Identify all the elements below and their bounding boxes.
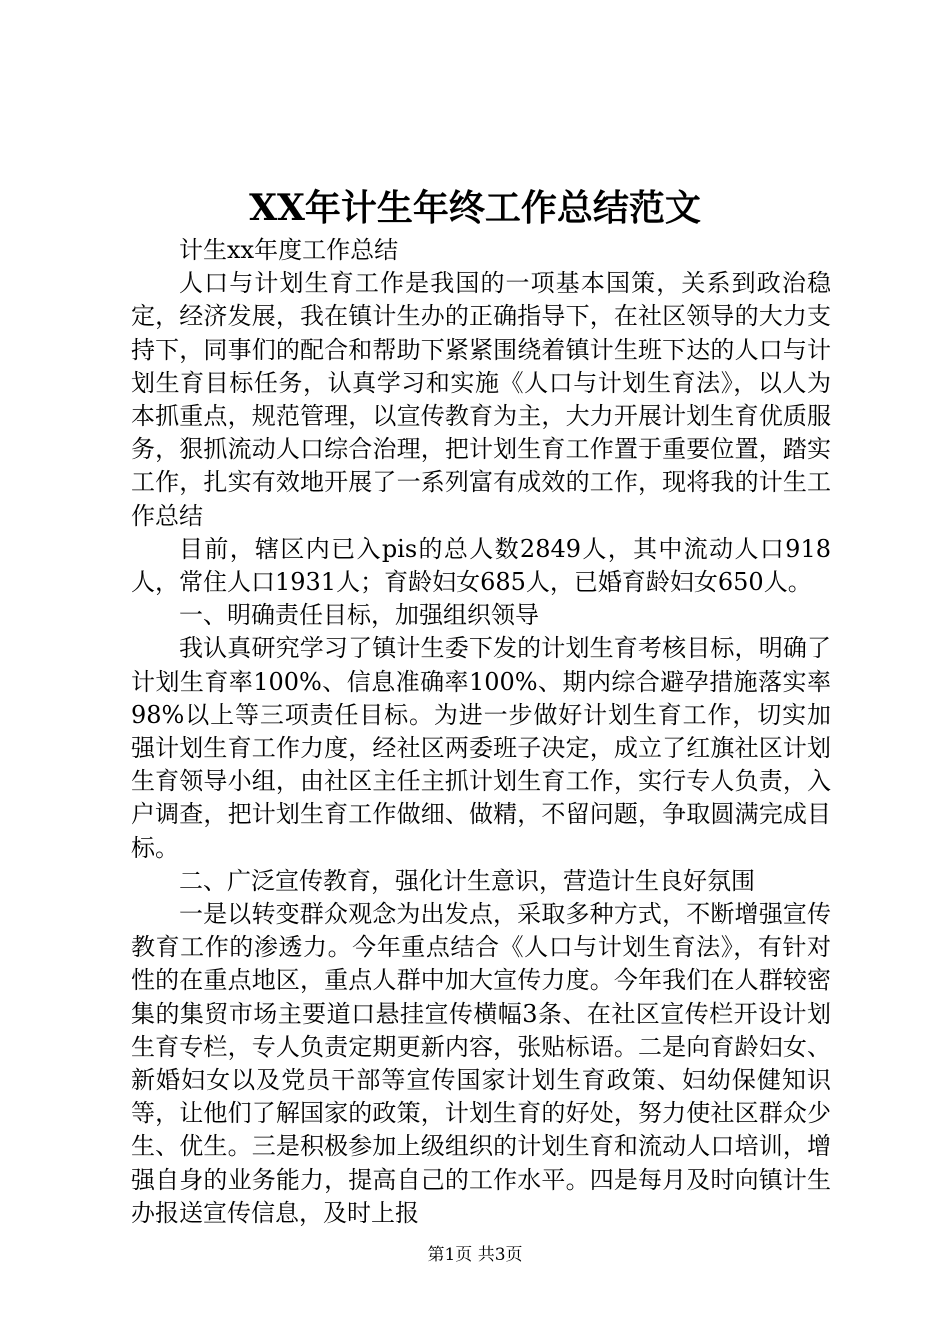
document-body — [131, 234, 831, 1230]
page-footer: 第1页 共3页 — [427, 1245, 523, 1265]
section-heading-2: 二、广泛宣传教育，强化计生意识，营造计生良好氛围 — [179, 866, 755, 895]
document-title: XX年计生年终工作总结范文 — [249, 187, 701, 229]
paragraph-statistics: 目前，辖区内已入pis的总人数2849人，其中流动人口918人，常住人口1931人；育龄妇女685人，已婚育龄妇女650人。 — [131, 534, 831, 597]
paragraph-intro: 人口与计划生育工作是我国的一项基本国策，关系到政治稳定，经济发展，我在镇计生办的正确指导下，在社区领导的大力支持下，同事们的配合和帮助下紧紧围绕着镇计生班下达的人口与计划生育目标任务，认真学习和实施《人口与计划生育法》，以人为本抓重点，规范管理，以宣传教育为主，大力开展计划生育优质服务，狠抓流动人口综合治理，把计划生育工作置于重要位置，踏实工作，扎实有效地开展了一系列富有成效的工作，现将我的计生工作总结 — [131, 269, 831, 530]
paragraph-subtitle: 计生xx年度工作总结 — [179, 236, 399, 264]
section-heading-1: 一、明确责任目标，加强组织领导 — [179, 601, 539, 630]
paragraph-section-2: 一是以转变群众观念为出发点，采取多种方式，不断增强宣传教育工作的渗透力。今年重点结合《人口与计划生育法》，有针对性的在重点地区，重点人群中加大宣传力度。今年我们在人群较密集的集贸市场主要道口悬挂宣传横幅3条、在社区宣传栏开设计划生育专栏，专人负责定期更新内容，张贴标语。二是向育龄妇女、新婚妇女以及党员干部等宣传国家计划生育政策、妇幼保健知识等，让他们了解国家的政策，计划生育的好处，努力使社区群众少生、优生。三是积极参加上级组织的计划生育和流动人口培训，增强自身的业务能力，提高自己的工作水平。四是每月及时向镇计生办报送宣传信息，及时上报 — [131, 900, 831, 1227]
paragraph-section-1: 我认真研究学习了镇计生委下发的计划生育考核目标，明确了计划生育率100%、信息准确率100%、期内综合避孕措施落实率98%以上等三项责任目标。为进一步做好计划生育工作，切实加强计划生育工作力度，经社区两委班子决定，成立了红旗社区计划生育领导小组，由社区主任主抓计划生育工作，实行专人负责，入户调查，把计划生育工作做细、做精，不留问题，争取圆满完成目标。 — [131, 634, 831, 862]
